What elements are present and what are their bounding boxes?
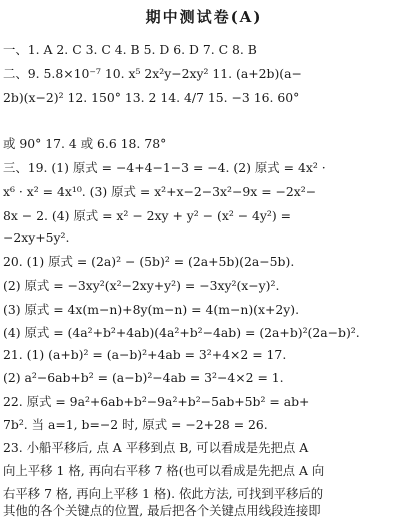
answer-line: 二、9. 5.8×10⁻⁷ 10. x⁵ 2x²y−2xy² 11. (a+2b)(a− xyxy=(3,66,302,81)
page-title: 期中测试卷(A) xyxy=(145,8,263,26)
answer-line: 其他的各个关键点的位置, 最后把各个关键点用线段连接即 xyxy=(3,503,321,518)
answer-line: 向上平移 1 格, 再向右平移 7 格(也可以看成是先把点 A 向 xyxy=(3,463,325,478)
answer-line: 三、19. (1) 原式 = −4+4−1−3 = −4. (2) 原式 = 4x² · xyxy=(3,160,326,175)
answer-line: (2) 原式 = −3xy²(x²−2xy+y²) = −3xy²(x−y)². xyxy=(3,278,280,293)
answer-line: 一、1. A 2. C 3. C 4. B 5. D 6. D 7. C 8. B xyxy=(3,42,257,57)
answer-line: 2b)(x−2)² 12. 150° 13. 2 14. 4/7 15. −3 16. 60° xyxy=(3,90,300,105)
answer-line: 23. 小船平移后, 点 A 平移到点 B, 可以看成是先把点 A xyxy=(3,440,309,455)
answer-line: −2xy+5y². xyxy=(3,230,70,245)
answer-line: (3) 原式 = 4x(m−n)+8y(m−n) = 4(m−n)(x+2y). xyxy=(3,302,300,317)
answer-line: (4) 原式 = (4a²+b²+4ab)(4a²+b²−4ab) = (2a+b)²(2a−b)². xyxy=(3,325,360,340)
answer-line: 20. (1) 原式 = (2a)² − (5b)² = (2a+5b)(2a−5b). xyxy=(3,254,295,269)
answer-line: x⁶ · x² = 4x¹⁰. (3) 原式 = x²+x−2−3x²−9x = −2x²− xyxy=(3,184,317,199)
answer-line: 右平移 7 格, 再向上平移 1 格). 依此方法, 可找到平移后的 xyxy=(3,486,324,501)
answer-line: 21. (1) (a+b)² = (a−b)²+4ab = 3²+4×2 = 17. xyxy=(3,347,287,362)
answer-line: (2) a²−6ab+b² = (a−b)²−4ab = 3²−4×2 = 1. xyxy=(3,370,284,385)
answer-line: 8x − 2. (4) 原式 = x² − 2xy + y² − (x² − 4y²) = xyxy=(3,208,292,223)
answer-line: 或 90° 17. 4 或 6.6 18. 78° xyxy=(3,136,167,151)
answer-line: 22. 原式 = 9a²+6ab+b²−9a²+b²−5ab+5b² = ab+ xyxy=(3,394,310,409)
answer-line: 7b². 当 a=1, b=−2 时, 原式 = −2+28 = 26. xyxy=(3,417,268,432)
